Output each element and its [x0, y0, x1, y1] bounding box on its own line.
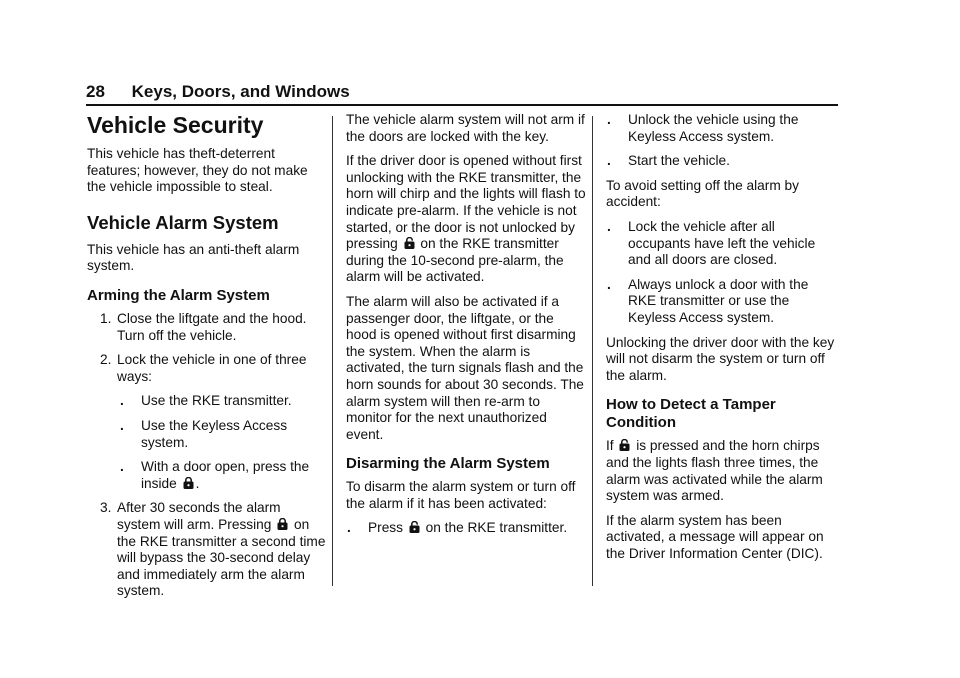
subsection-title: Vehicle Alarm System: [87, 211, 279, 233]
header-rule: [86, 104, 838, 106]
list-item-text: Start the vehicle.: [628, 153, 730, 169]
list-item: [346, 520, 586, 537]
paragraph-text: If the driver door is opened without first unlocking with the RKE transmitter, the horn will chirp and the lights will flash to indicate pre-alarm. If the vehicle is not started, or the door is not unlocked by pressing: [346, 153, 586, 252]
arming-heading: Arming the Alarm System: [87, 286, 270, 304]
section-title: Vehicle Security: [87, 112, 264, 138]
step-3: [87, 500, 327, 600]
alarm-paragraph: This vehicle has an anti-theft alarm system.: [87, 241, 300, 274]
bullet: .: [120, 417, 124, 433]
list-item-text: With a door open, press the inside: [141, 459, 310, 491]
paragraph: [606, 438, 840, 504]
intro-paragraph: This vehicle has theft-deterrent features; however, they do not make the vehicle impossible to steal.: [87, 146, 308, 195]
bullet: .: [347, 520, 351, 536]
step-2: [87, 352, 327, 385]
paragraph: To avoid setting off the alarm by accident:: [606, 177, 800, 210]
list-item-text: Unlock the vehicle using the Keyless Access system.: [628, 112, 799, 144]
paragraph: To disarm the alarm system or turn off the alarm if it has been activated:: [346, 479, 576, 511]
list-item: [606, 277, 840, 327]
paragraph: The vehicle alarm system will not arm if the doors are locked with the key.: [346, 112, 585, 144]
paragraph: Unlocking the driver door with the key will not disarm the system or turn off the alarm.: [606, 334, 835, 383]
unlock-icon: [404, 237, 415, 249]
bullet: .: [120, 459, 124, 475]
bullet: .: [607, 276, 611, 292]
unlock-icon: [409, 521, 420, 533]
list-item: [606, 219, 840, 269]
paragraph-text-continued: on the RKE transmitter during the 10-second pre-alarm, the alarm will be activated.: [346, 236, 564, 285]
list-item: [87, 393, 327, 410]
chapter-title: Keys, Doors, and Windows: [131, 82, 350, 101]
step-text: Close the liftgate and the hood. Turn off the vehicle.: [117, 310, 307, 343]
page-header: [86, 82, 350, 102]
paragraph: The alarm will also be activated if a passenger door, the liftgate, or the hood is opened without first disarming the system. When the alarm is activated, the turn signals flash and the horn sounds for about 30 seconds. The alarm system will then re-arm to monitor for the next unauthorized event.: [346, 293, 584, 442]
step-1: [87, 311, 327, 344]
lock-icon: [277, 518, 288, 530]
step-text: After 30 seconds the alarm system will arm. Pressing: [117, 500, 281, 532]
bullet: .: [120, 393, 124, 409]
disarming-heading: Disarming the Alarm System: [346, 455, 550, 473]
unlock-icon: [619, 439, 630, 451]
list-item: [606, 112, 840, 145]
list-item: [606, 153, 840, 170]
bullet: .: [607, 112, 611, 127]
list-item-text: Use the RKE transmitter.: [141, 393, 292, 409]
column-divider-1: [332, 116, 333, 586]
bullet: .: [607, 218, 611, 234]
column-2: [346, 112, 586, 545]
paragraph: If the alarm system has been activated, a message will appear on the Driver Information Center (DIC).: [606, 512, 824, 561]
step-number: 3.: [100, 500, 112, 516]
list-item: [87, 459, 327, 492]
step-number: 1.: [100, 310, 112, 326]
bullet: .: [607, 153, 611, 169]
list-item-text: Press: [368, 520, 403, 536]
page-number: 28: [86, 82, 105, 101]
list-item-text: Use the Keyless Access system.: [141, 417, 288, 450]
paragraph-text: If: [606, 438, 614, 454]
list-item-text-end: .: [195, 475, 200, 491]
paragraph: [346, 153, 586, 286]
column-3: [606, 112, 840, 570]
step-text-continued: on the RKE transmitter a second time will bypass the 30-second delay and immediately arm the alarm system.: [117, 516, 326, 599]
list-item: [87, 418, 327, 451]
list-item-text: Lock the vehicle after all occupants have left the vehicle and all doors are closed.: [628, 218, 816, 268]
step-text: Lock the vehicle in one of three ways:: [117, 352, 307, 384]
list-item-text: Always unlock a door with the RKE transmitter or use the Keyless Access system.: [628, 276, 809, 325]
lock-icon: [183, 477, 194, 489]
list-item-text-continued: on the RKE transmitter.: [425, 520, 568, 536]
tamper-heading: How to Detect a Tamper Condition: [606, 396, 776, 432]
column-divider-2: [592, 116, 593, 586]
column-1: [87, 112, 327, 608]
paragraph-text-continued: is pressed and the horn chirps and the lights flash three times, the alarm was activated while the alarm system was armed.: [606, 438, 823, 504]
step-number: 2.: [100, 352, 112, 368]
